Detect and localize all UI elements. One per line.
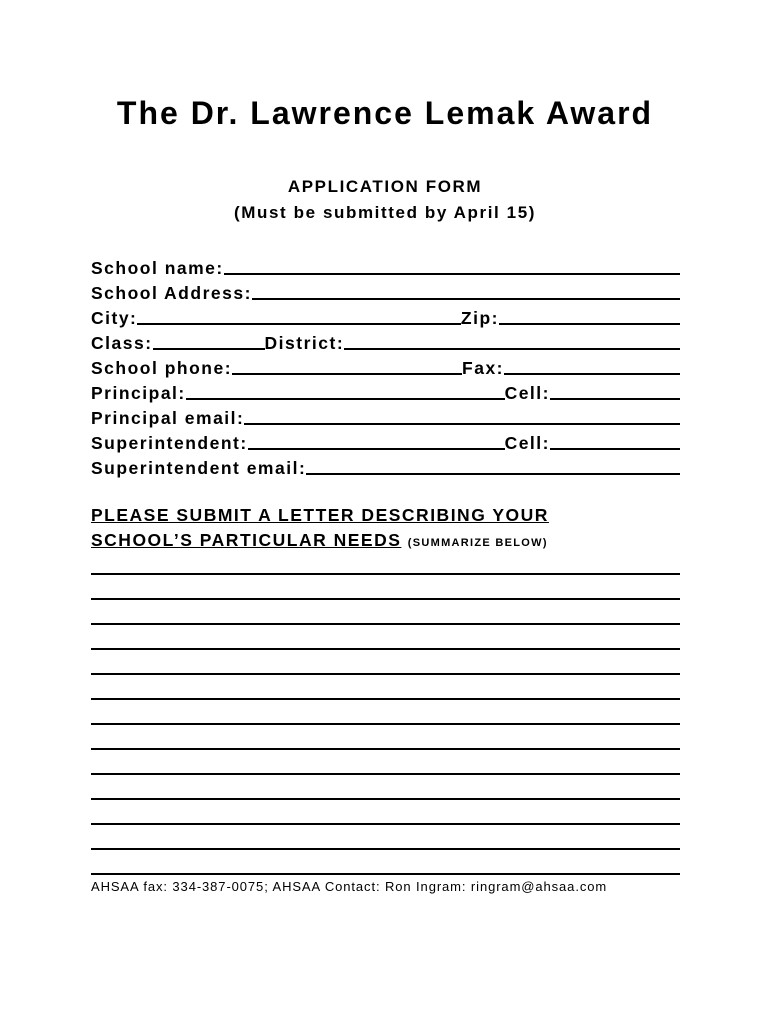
city-label: City: xyxy=(91,308,138,328)
answer-line[interactable] xyxy=(91,673,680,698)
school-phone-label: School phone: xyxy=(91,358,233,378)
answer-line[interactable] xyxy=(91,798,680,823)
answer-line[interactable] xyxy=(91,823,680,848)
school-phone-field[interactable] xyxy=(232,355,462,375)
district-field[interactable] xyxy=(344,330,680,350)
phone-fax-row xyxy=(91,353,680,378)
principal-cell-field[interactable] xyxy=(550,380,680,400)
answer-line[interactable] xyxy=(91,623,680,648)
class-field[interactable] xyxy=(153,330,265,350)
letter-instruction-line-2: SCHOOL’S PARTICULAR NEEDS xyxy=(91,530,402,550)
fax-field[interactable] xyxy=(504,355,680,375)
answer-line[interactable] xyxy=(91,598,680,623)
principal-email-row xyxy=(91,403,680,428)
principal-row xyxy=(91,378,680,403)
fax-label: Fax: xyxy=(462,358,504,378)
superintendent-email-row xyxy=(91,453,680,478)
summarize-note: (SUMMARIZE BELOW) xyxy=(407,537,548,549)
zip-label: Zip: xyxy=(460,308,499,328)
answer-line[interactable] xyxy=(91,773,680,798)
superintendent-field[interactable] xyxy=(248,430,505,450)
class-district-row xyxy=(91,328,680,353)
form-heading: APPLICATION FORM xyxy=(287,177,483,196)
school-name-label: School name: xyxy=(91,258,224,278)
contact-footer: AHSAA fax: 334-387-0075; AHSAA Contact: Ron Ingram: ringram@ahsaa.com xyxy=(91,879,608,894)
application-fields xyxy=(91,253,680,478)
superintendent-cell-label: Cell: xyxy=(504,433,550,453)
summary-answer-area[interactable] xyxy=(91,573,680,898)
answer-line[interactable] xyxy=(91,723,680,748)
submission-deadline: (Must be submitted by April 15) xyxy=(233,203,537,222)
letter-instructions xyxy=(91,503,691,556)
answer-line[interactable] xyxy=(91,648,680,673)
school-address-row xyxy=(91,278,680,303)
superintendent-email-label: Superintendent email: xyxy=(91,458,307,478)
answer-line[interactable] xyxy=(91,573,680,598)
zip-field[interactable] xyxy=(499,305,680,325)
letter-instruction-line-1: PLEASE SUBMIT A LETTER DESCRIBING YOUR xyxy=(91,505,549,525)
school-address-field[interactable] xyxy=(252,280,680,300)
principal-field[interactable] xyxy=(186,380,505,400)
superintendent-email-field[interactable] xyxy=(306,455,680,475)
principal-cell-label: Cell: xyxy=(504,383,550,403)
district-label: District: xyxy=(264,333,345,353)
school-address-label: School Address: xyxy=(91,283,252,303)
superintendent-cell-field[interactable] xyxy=(550,430,680,450)
principal-email-field[interactable] xyxy=(244,405,680,425)
class-label: Class: xyxy=(91,333,153,353)
principal-label: Principal: xyxy=(91,383,186,403)
school-name-row xyxy=(91,253,680,278)
school-name-field[interactable] xyxy=(224,255,680,275)
superintendent-row xyxy=(91,428,680,453)
answer-line[interactable] xyxy=(91,748,680,773)
answer-line[interactable] xyxy=(91,848,680,873)
city-field[interactable] xyxy=(137,305,461,325)
superintendent-label: Superintendent: xyxy=(91,433,248,453)
page-title: The Dr. Lawrence Lemak Award xyxy=(116,95,654,131)
city-zip-row xyxy=(91,303,680,328)
principal-email-label: Principal email: xyxy=(91,408,245,428)
answer-line[interactable] xyxy=(91,698,680,723)
